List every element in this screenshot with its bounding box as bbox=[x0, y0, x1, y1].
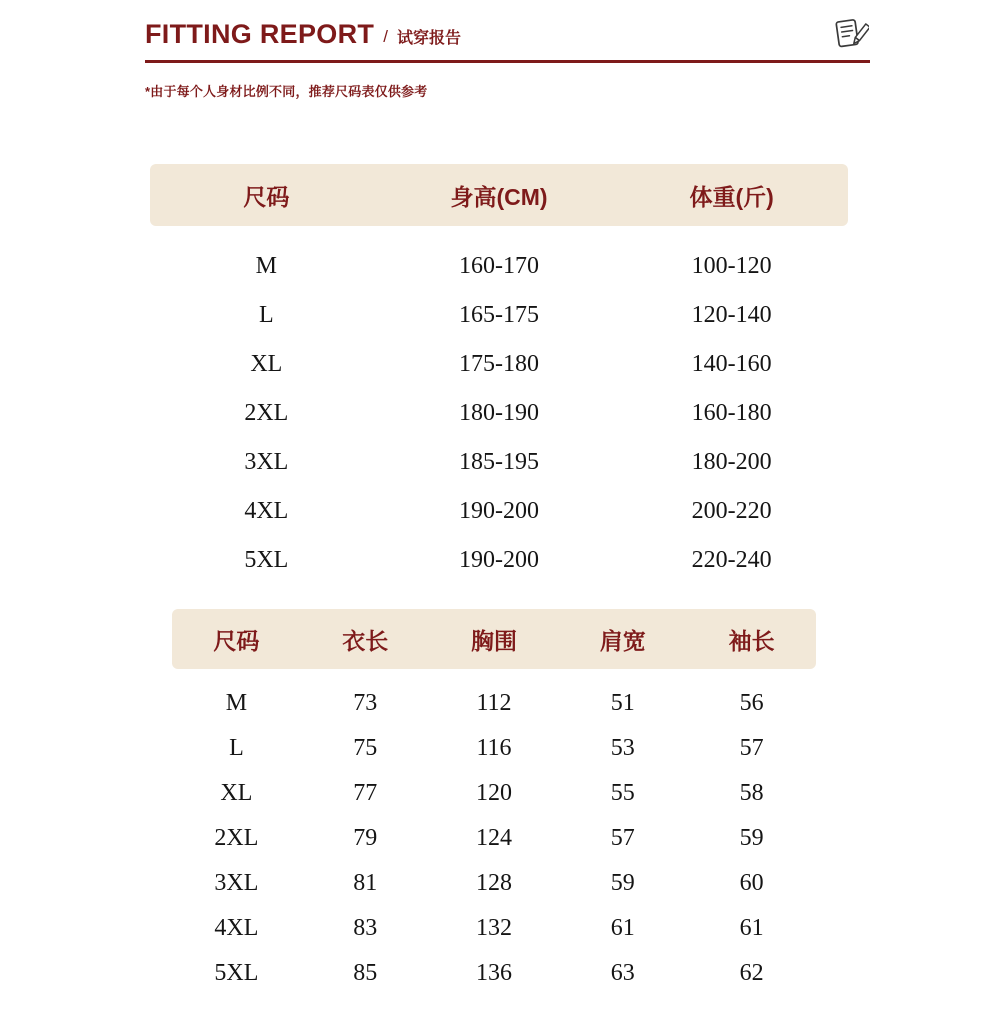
table-row bbox=[172, 861, 816, 906]
measurement-table-col-header: 袖长 bbox=[728, 627, 775, 654]
measurement-table-header-row bbox=[172, 609, 816, 669]
table-cell: 85 bbox=[353, 960, 378, 986]
table-cell: 2XL bbox=[214, 825, 259, 851]
title-group bbox=[145, 19, 461, 50]
report-header bbox=[145, 14, 870, 63]
table-cell: 5XL bbox=[214, 960, 259, 986]
table-cell: M bbox=[225, 690, 248, 716]
measurement-table bbox=[172, 609, 816, 996]
table-cell: 60 bbox=[739, 870, 764, 896]
page-subtitle: 试穿报告 bbox=[396, 29, 461, 47]
table-cell: 175-180 bbox=[459, 351, 539, 377]
table-cell: 56 bbox=[739, 690, 764, 716]
table-row bbox=[172, 726, 816, 771]
size-table bbox=[150, 164, 848, 585]
table-cell: 124 bbox=[475, 825, 512, 851]
table-cell: 128 bbox=[475, 870, 512, 896]
table-cell: 100-120 bbox=[691, 253, 772, 279]
table-cell: 160-170 bbox=[459, 253, 539, 279]
table-cell: 73 bbox=[353, 690, 378, 716]
table-cell: 140-160 bbox=[691, 351, 772, 377]
measurement-table-col-header: 胸围 bbox=[470, 627, 517, 654]
table-row bbox=[150, 536, 848, 585]
measurement-table-body bbox=[172, 681, 816, 996]
table-row bbox=[150, 438, 848, 487]
table-cell: L bbox=[259, 302, 274, 328]
table-row bbox=[150, 340, 848, 389]
title-separator: / bbox=[383, 26, 388, 46]
table-cell: 136 bbox=[475, 960, 512, 986]
table-row bbox=[150, 389, 848, 438]
table-cell: 112 bbox=[476, 690, 512, 716]
size-table-body bbox=[150, 242, 848, 585]
table-cell: 200-220 bbox=[691, 498, 772, 524]
table-cell: 57 bbox=[739, 735, 764, 761]
size-table-col-header: 体重(斤) bbox=[689, 183, 774, 210]
table-cell: 3XL bbox=[244, 449, 289, 475]
table-cell: 62 bbox=[739, 960, 764, 986]
table-cell: 185-195 bbox=[459, 449, 539, 475]
notepad-pencil-icon bbox=[830, 14, 870, 54]
table-cell: 59 bbox=[739, 825, 764, 851]
table-cell: L bbox=[229, 735, 244, 761]
measurement-table-col-header: 尺码 bbox=[213, 627, 260, 654]
size-table-col-header: 尺码 bbox=[243, 183, 290, 210]
table-row bbox=[150, 487, 848, 536]
header-rule bbox=[145, 60, 870, 63]
table-cell: 51 bbox=[610, 690, 635, 716]
table-cell: 53 bbox=[610, 735, 635, 761]
table-cell: 180-200 bbox=[691, 449, 772, 475]
table-cell: 83 bbox=[353, 915, 378, 941]
table-cell: 220-240 bbox=[691, 547, 772, 573]
page-title: FITTING REPORT bbox=[145, 18, 375, 49]
table-cell: 61 bbox=[610, 915, 635, 941]
table-cell: XL bbox=[250, 351, 283, 377]
table-cell: XL bbox=[220, 780, 253, 806]
table-cell: 132 bbox=[475, 915, 512, 941]
table-row bbox=[172, 951, 816, 996]
table-cell: 59 bbox=[610, 870, 635, 896]
table-cell: 116 bbox=[476, 735, 512, 761]
table-row bbox=[172, 681, 816, 726]
table-cell: 160-180 bbox=[691, 400, 772, 426]
table-row bbox=[150, 291, 848, 340]
table-cell: 57 bbox=[610, 825, 635, 851]
table-cell: M bbox=[255, 253, 277, 279]
table-cell: 190-200 bbox=[459, 498, 539, 524]
table-cell: 190-200 bbox=[459, 547, 539, 573]
measurement-table-col-header: 肩宽 bbox=[599, 627, 646, 654]
table-cell: 61 bbox=[739, 915, 764, 941]
table-row bbox=[172, 771, 816, 816]
table-cell: 120 bbox=[475, 780, 512, 806]
table-row bbox=[172, 906, 816, 951]
size-table-col-header: 身高(CM) bbox=[450, 183, 548, 210]
table-row bbox=[172, 816, 816, 861]
table-cell: 3XL bbox=[214, 870, 259, 896]
measurement-table-col-header: 衣长 bbox=[342, 627, 389, 654]
table-row bbox=[150, 242, 848, 291]
table-cell: 5XL bbox=[244, 547, 289, 573]
table-cell: 77 bbox=[353, 780, 378, 806]
table-cell: 120-140 bbox=[691, 302, 772, 328]
table-cell: 2XL bbox=[244, 400, 289, 426]
table-cell: 63 bbox=[610, 960, 635, 986]
table-cell: 4XL bbox=[214, 915, 259, 941]
table-cell: 165-175 bbox=[459, 302, 539, 328]
table-cell: 81 bbox=[353, 870, 378, 896]
table-cell: 79 bbox=[353, 825, 378, 851]
header-top-row bbox=[145, 14, 870, 54]
disclaimer-note: *由于每个人身材比例不同，推荐尺码表仅供参考 bbox=[145, 84, 428, 99]
size-table-header-row bbox=[150, 164, 848, 226]
table-cell: 4XL bbox=[244, 498, 289, 524]
table-cell: 58 bbox=[739, 780, 764, 806]
table-cell: 75 bbox=[353, 735, 378, 761]
table-cell: 55 bbox=[610, 780, 635, 806]
table-cell: 180-190 bbox=[459, 400, 539, 426]
